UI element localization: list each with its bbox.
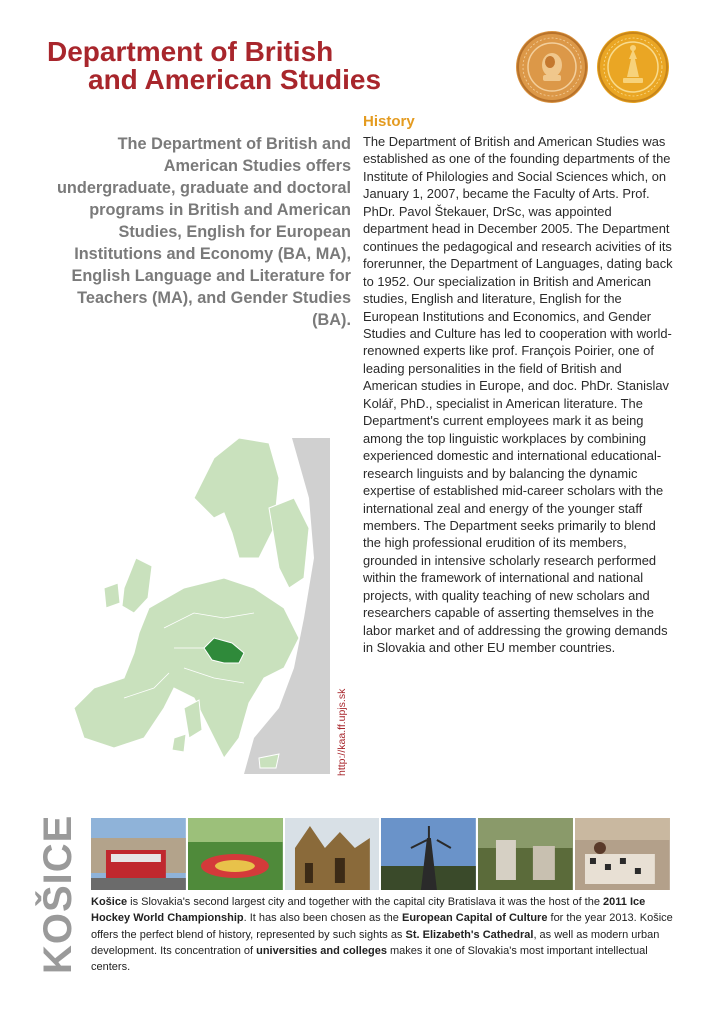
photo-strip (91, 818, 670, 890)
website-url: http://kaa.ff.upjs.sk (336, 688, 348, 776)
photo-flower-garden (188, 818, 283, 890)
caption-text-4: , as well as modern urban development. Its concentration of (91, 928, 660, 957)
photo-cathedral (285, 818, 380, 890)
history-heading: History (363, 113, 415, 130)
photo-sculpture-sky (381, 818, 476, 890)
city-name: KOŠICE (36, 814, 80, 974)
caption-universities: universities and colleges (256, 944, 387, 957)
title-line-1: Department of British (47, 36, 334, 67)
caption-text-3: for the year 2013. Košice offers the perfect blend of history, represented by such sights as (91, 912, 673, 941)
caption-cathedral: St. Elizabeth's Cathedral (405, 928, 534, 941)
caption-championship: 2011 Ice Hockey World Championship (91, 896, 646, 925)
photo-monuments (478, 818, 573, 890)
caption-text-1: is Slovakia's second largest city and together with the capital city Bratislava it was the host of the (127, 896, 604, 908)
university-seal-icon (516, 31, 588, 103)
intro-text: The Department of British and American Studies offers undergraduate, graduate and doctoral programs in British and American Studies, English for European Institutions and Economy (BA, MA), English Language and Literature for Teachers (MA), and Gender Studies (BA). (56, 135, 351, 329)
caption-text-2: . It has also been chosen as the (243, 912, 402, 925)
europe-map (64, 438, 330, 774)
page-title (47, 38, 381, 94)
title-line-2: and American Studies (88, 64, 382, 95)
faculty-seal-icon (597, 31, 669, 103)
caption-text-5: makes it one of Slovakia's most important intellectual centers. (91, 944, 648, 974)
caption-capital-of-culture: European Capital of Culture (401, 912, 548, 925)
city-caption (91, 894, 676, 975)
photo-tram (91, 818, 186, 890)
caption-city: Košice (91, 896, 128, 908)
photo-chess-square (575, 818, 670, 890)
history-text: The Department of British and American Studies was established as one of the founding departments of the Institute of Philologies and Social Sciences which, on January 1, 2007, became the Faculty of Arts. Prof. PhDr. Pavol Štekauer, DrSc, was appointed department head in December 2005. The Department continues the pedagogical and research acivities of its forerunner, the Department of Languages, dating back to 1952. Our specialization in British and American studies, English and literature, English for the European Institutions and Economics, and Gender Studies and Culture has led to cooperation with world-renowned experts like prof. François Poirier, one of leading personalities in the field of British and American studies in Europe, and doc. PhDr. Stanislav Kolář, PhD., specialist in American literature. The Department's current employees mark it as being among the top linguistic workplaces by combining experienced domestic and international educational-research linguists and by balancing the dynamic expertise of established mid-career scholars with the international zeal and energy of the younger staff members. The Department seeks primarily to blend the high professional erudition of its members, grounded in intensive scholarly research performed within the framework of international and national projects, with quality teaching of new scholars and researchers capable of asserting themselves in the labor market and of addressing the growing demands in Slovakia and other EU member countries. (363, 134, 673, 656)
